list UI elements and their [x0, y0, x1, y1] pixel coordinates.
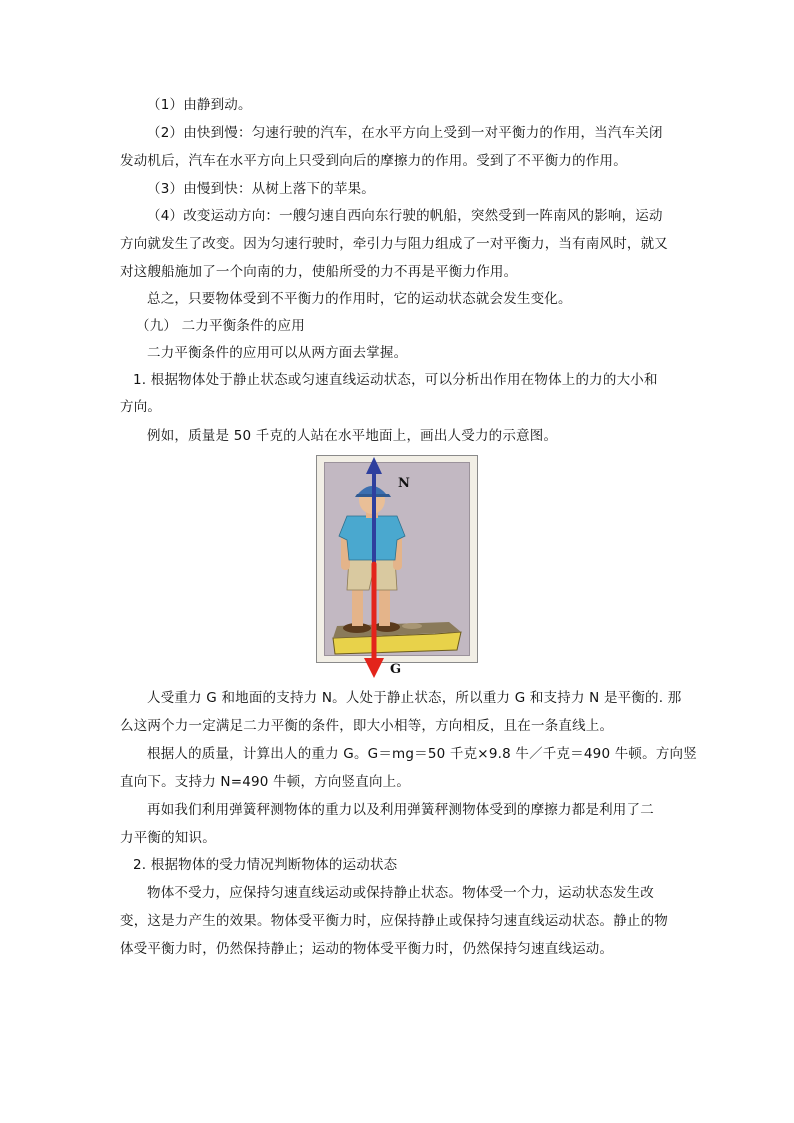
paragraph-line: 再如我们利用弹簧秤测物体的重力以及利用弹簧秤测物体受到的摩擦力都是利用了二	[147, 802, 654, 818]
paragraph-line: 例如，质量是 50 千克的人站在水平地面上，画出人受力的示意图。	[147, 428, 558, 444]
support-force-arrowhead	[366, 457, 382, 474]
paragraph-line: 人受重力 G 和地面的支持力 N。人处于静止状态，所以重力 G 和支持力 N 是平衡的. 那	[147, 690, 682, 706]
paragraph-line: （3）由慢到快：从树上落下的苹果。	[147, 181, 375, 197]
paragraph-line: （1）由静到动。	[147, 97, 252, 113]
paragraph-line: 二力平衡条件的应用可以从两方面去掌握。	[147, 345, 408, 361]
paragraph-line: 方向。	[120, 399, 162, 415]
support-force-label: N	[398, 476, 410, 491]
force-arrows	[317, 456, 477, 686]
paragraph-line: 1. 根据物体处于静止状态或匀速直线运动状态，可以分析出作用在物体上的力的大小和	[133, 372, 658, 388]
paragraph-line: 发动机后，汽车在水平方向上只受到向后的摩擦力的作用。受到了不平衡力的作用。	[120, 153, 627, 169]
paragraph-line: 变，这是力产生的效果。物体受平衡力时，应保持静止或保持匀速直线运动状态。静止的物	[120, 913, 668, 929]
paragraph-line: 方向就发生了改变。因为匀速行驶时，牵引力与阻力组成了一对平衡力，当有南风时，就又	[120, 236, 668, 252]
force-diagram-figure	[316, 455, 478, 677]
paragraph-line: 总之，只要物体受到不平衡力的作用时，它的运动状态就会发生变化。	[147, 291, 572, 307]
paragraph-line: 2. 根据物体的受力情况判断物体的运动状态	[133, 857, 398, 873]
gravity-force-arrowhead	[364, 658, 384, 678]
paragraph-line: 力平衡的知识。	[120, 830, 216, 846]
paragraph-line: 对这艘船施加了一个向南的力，使船所受的力不再是平衡力作用。	[120, 264, 518, 280]
paragraph-line: 根据人的质量，计算出人的重力 G。G＝mg＝50 千克×9.8 牛／千克＝490 牛顿。方向竖	[147, 746, 697, 762]
section-heading: （九） 二力平衡条件的应用	[136, 318, 305, 334]
paragraph-line: 么这两个力一定满足二力平衡的条件，即大小相等，方向相反，且在一条直线上。	[120, 718, 614, 734]
paragraph-line: 直向下。支持力 N=490 牛顿，方向竖直向上。	[120, 774, 411, 790]
paragraph-line: 体受平衡力时，仍然保持静止；运动的物体受平衡力时，仍然保持匀速直线运动。	[120, 941, 614, 957]
paragraph-line: （2）由快到慢：匀速行驶的汽车，在水平方向上受到一对平衡力的作用，当汽车关闭	[147, 125, 663, 141]
paragraph-line: 物体不受力，应保持匀速直线运动或保持静止状态。物体受一个力，运动状态发生改	[147, 885, 654, 901]
paragraph-line: （4）改变运动方向：一艘匀速自西向东行驶的帆船，突然受到一阵南风的影响，运动	[147, 208, 663, 224]
gravity-force-label: G	[390, 662, 402, 677]
